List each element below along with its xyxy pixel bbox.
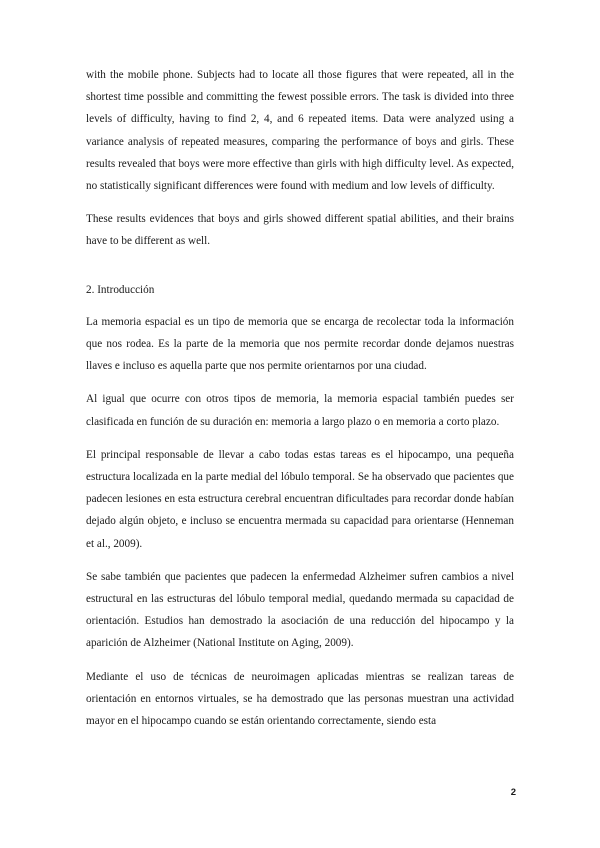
intro-paragraph-2: Al igual que ocurre con otros tipos de memoria, la memoria espacial también puedes ser clasificada en función de su duración en: memoria a largo plazo o en memoria a corto plazo.	[86, 393, 514, 428]
intro-paragraph-5: Mediante el uso de técnicas de neuroimagen aplicadas mientras se realizan tareas de orientación en entornos virtuales, se ha demostrado que las personas muestran una actividad mayor en el hipocampo cuando se están orientando correctamente, siendo esta	[86, 670, 514, 728]
intro-paragraph-1: La memoria espacial es un tipo de memoria que se encarga de recolectar toda la información que nos rodea. Es la parte de la memoria que nos permite recordar donde dejamos nuestras llaves e incluso es aquella parte que nos permite orientarnos por una ciudad.	[86, 315, 514, 373]
page-number: 2	[510, 787, 516, 798]
section-heading: 2. Introducción	[86, 283, 155, 296]
intro-paragraph-3: El principal responsable de llevar a cabo todas estas tareas es el hipocampo, una pequeña estructura localizada en la parte medial del lóbulo temporal. Se ha observado que pacientes que padecen lesiones en esta estructura cerebral encuentran dificultades para recordar donde habían dejado algún objeto, e incluso se encuentra mermada su capacidad para orientarse (Henneman et al., 2009).	[86, 448, 514, 550]
intro-paragraph-4: Se sabe también que pacientes que padecen la enfermedad Alzheimer sufren cambios a nivel estructural en las estructuras del lóbulo temporal medial, quedando mermada su capacidad de orientación. Estudios han demostrado la asociación de una reducción del hipocampo y la aparición de Alzheimer (National Institute on Aging, 2009).	[86, 570, 514, 650]
abstract-paragraph-1: with the mobile phone. Subjects had to locate all those figures that were repeated, all in the shortest time possible and committing the fewest possible errors. The task is divided into three levels of difficulty, having to find 2, 4, and 6 repeated items. Data were analyzed using a variance analysis of repeated measures, comparing the performance of boys and girls. These results revealed that boys were more effective than girls with high difficulty level. As expected, no statistically significant differences were found with medium and low levels of difficulty.	[86, 69, 514, 193]
page-body	[86, 64, 514, 743]
abstract-paragraph-2: These results evidences that boys and girls showed different spatial abilities, and their brains have to be different as well.	[86, 213, 514, 248]
